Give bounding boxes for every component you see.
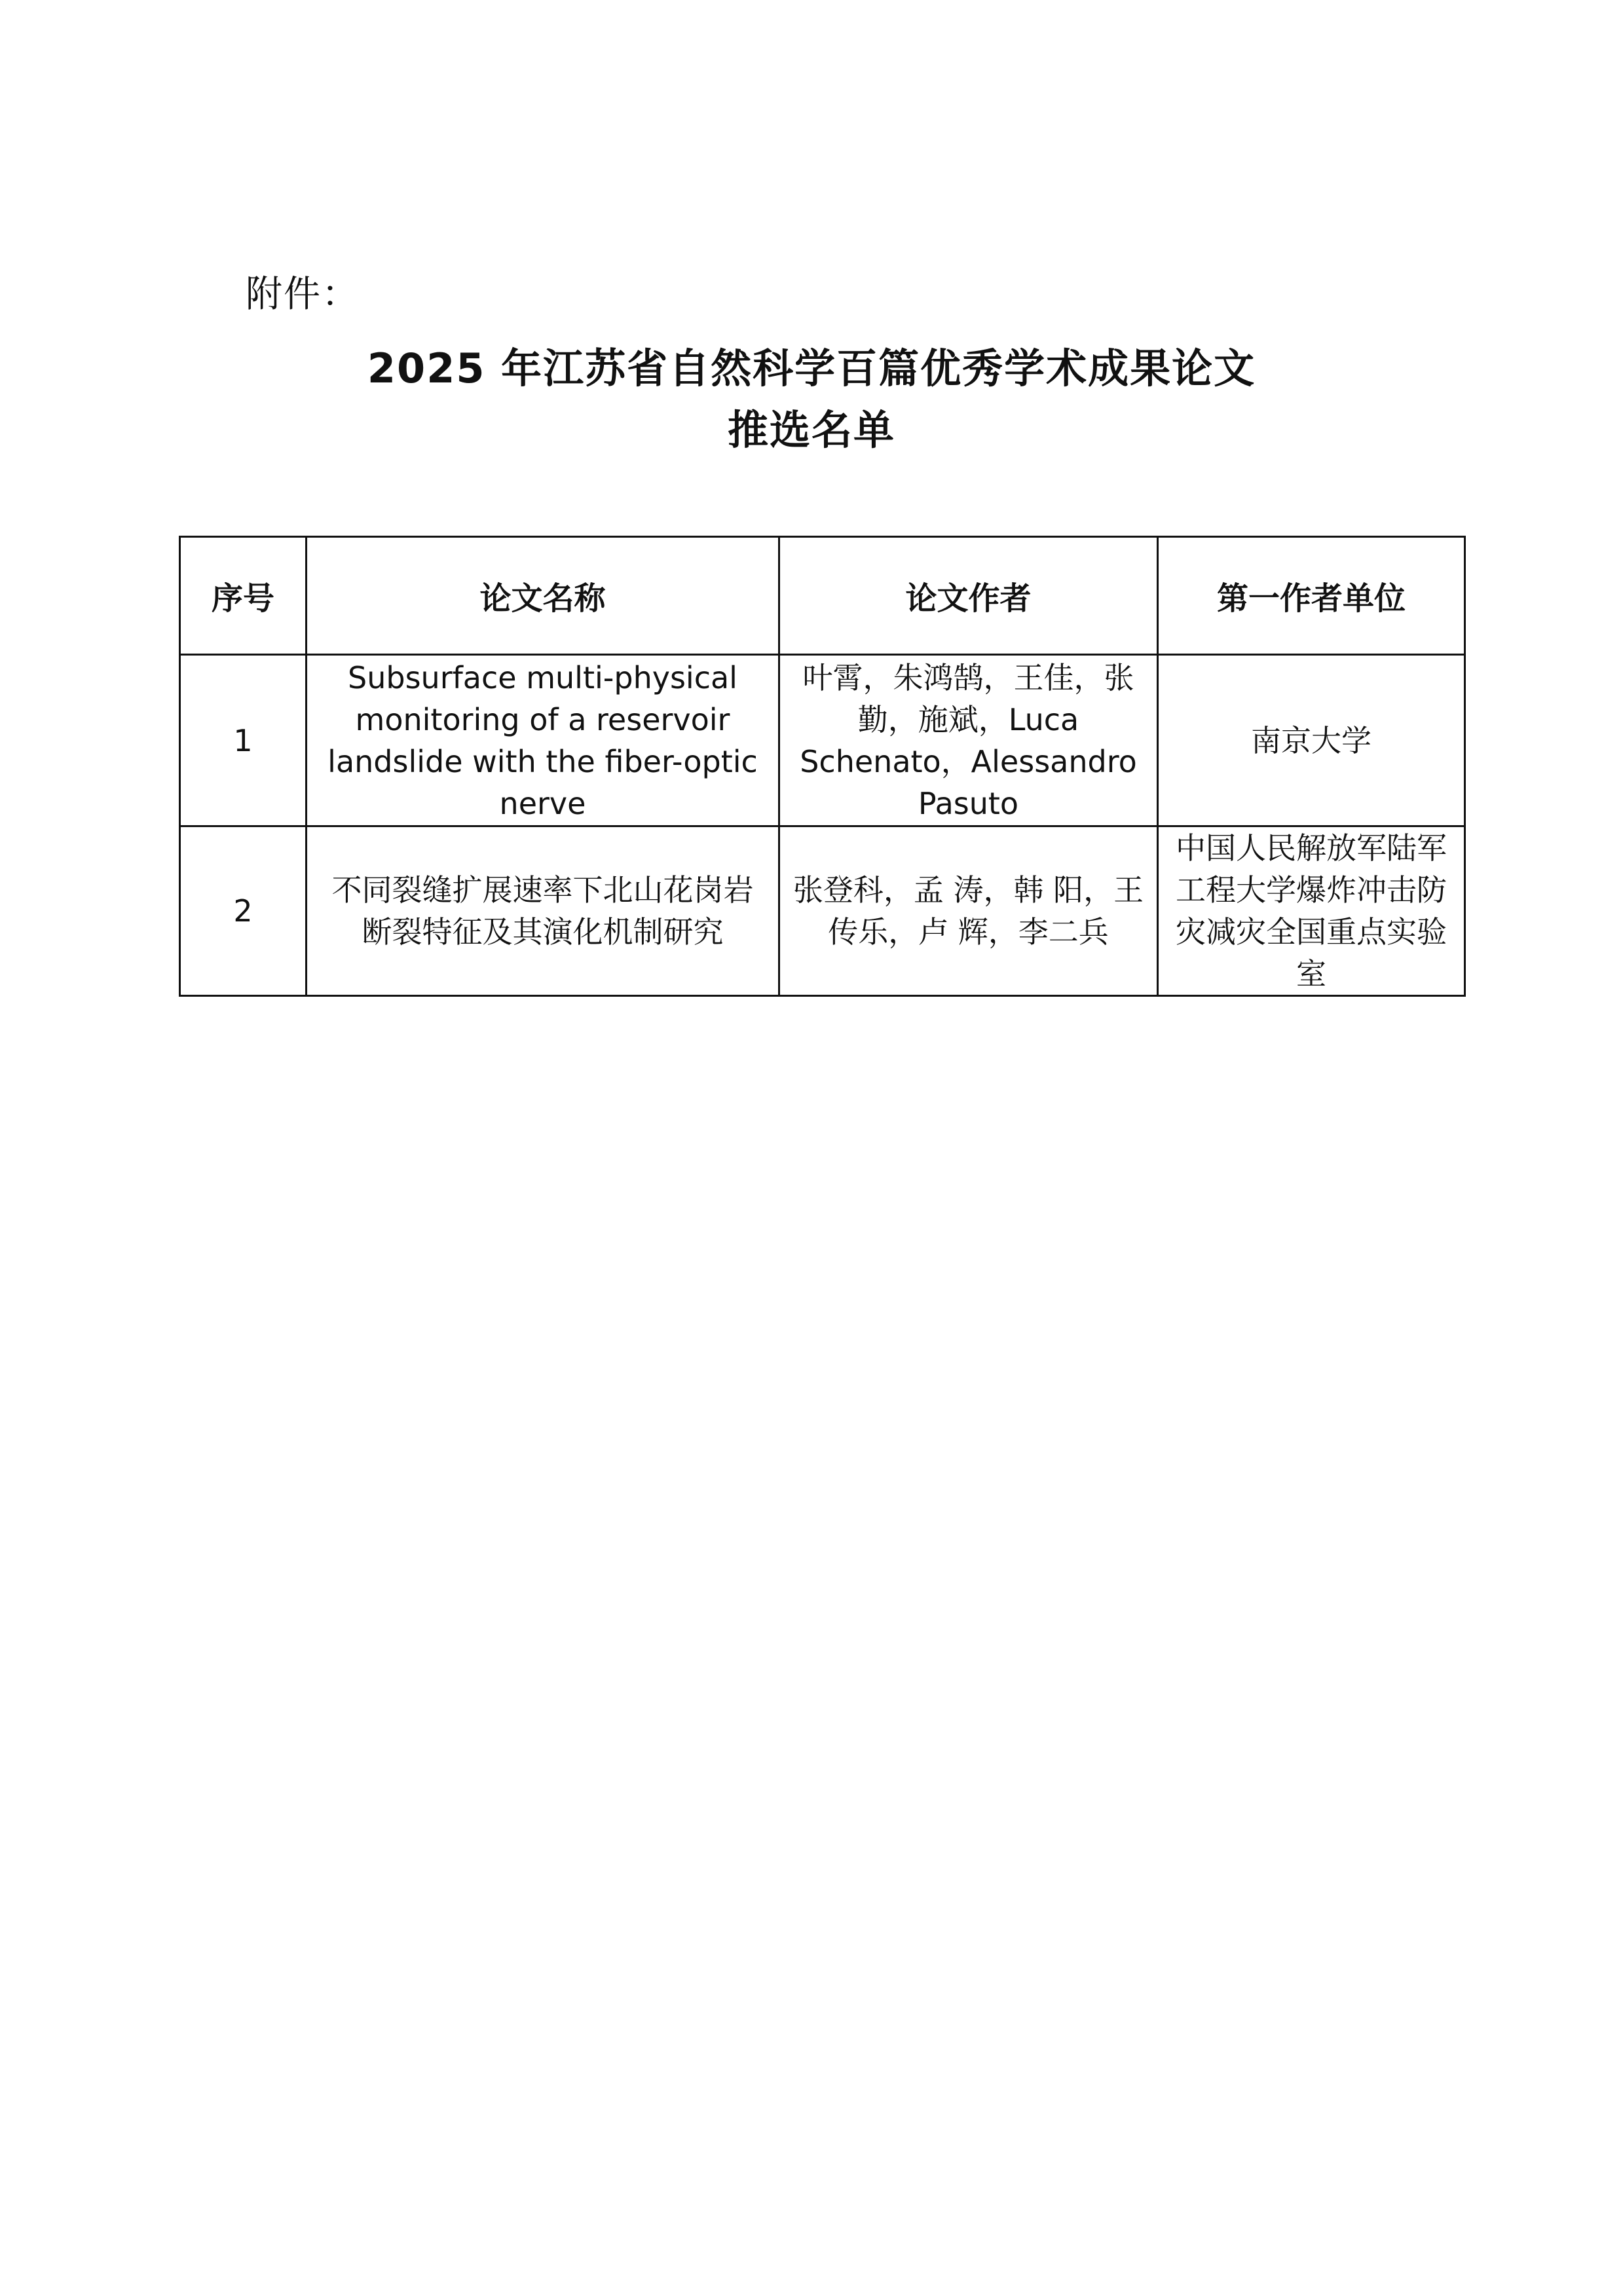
cell-authors: 叶霄，朱鸿鹄，王佳，张勤，施斌，Luca Schenato，Alessandro Pasuto (779, 655, 1158, 826)
table-row (180, 826, 1465, 996)
cell-paper-title: 不同裂缝扩展速率下北山花岗岩断裂特征及其演化机制研究 (307, 826, 779, 996)
cell-paper-title: Subsurface multi-physical monitoring of a reservoir landslide with the fiber-optic nerve (307, 655, 779, 826)
header-paper-title: 论文名称 (307, 537, 779, 655)
attachment-label: 附件： (246, 273, 360, 316)
nominee-table (179, 536, 1466, 997)
table-row (180, 655, 1465, 826)
header-authors: 论文作者 (779, 537, 1158, 655)
header-first-author-unit: 第一作者单位 (1158, 537, 1465, 655)
cell-authors: 张登科，孟 涛，韩 阳，王传乐，卢 辉，李二兵 (779, 826, 1158, 996)
document-title: 2025 年江苏省自然科学百篇优秀学术成果论文 (367, 344, 1256, 392)
cell-index: 2 (180, 826, 307, 996)
table-header-row (180, 537, 1465, 655)
document-subtitle: 推选名单 (727, 406, 895, 454)
cell-index: 1 (180, 655, 307, 826)
cell-first-author-unit: 南京大学 (1158, 655, 1465, 826)
header-index: 序号 (180, 537, 307, 655)
cell-first-author-unit: 中国人民解放军陆军工程大学爆炸冲击防灾减灾全国重点实验室 (1158, 826, 1465, 996)
